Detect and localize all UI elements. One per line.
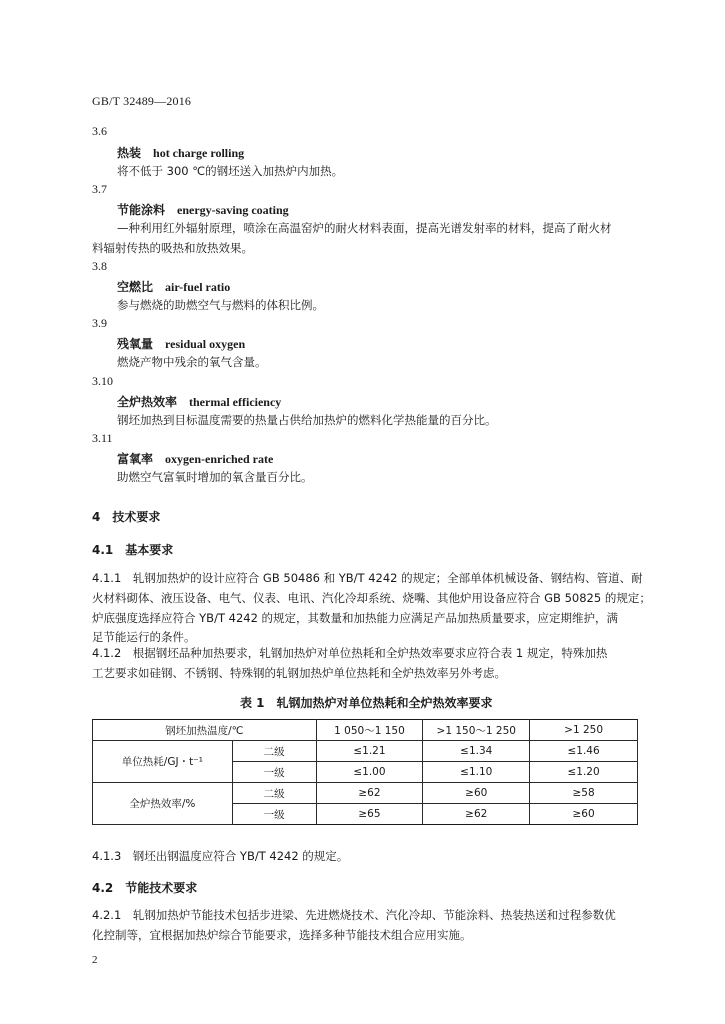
- paragraph-line: 4.1.2 根据钢坯品种加热要求，轧钢加热炉对单位热耗和全炉热效率要求应符合表 1 规定，特殊加热: [92, 646, 608, 660]
- term-definition: 将不低于 300 ℃的钢坯送入加热炉内加热。: [117, 164, 344, 178]
- table-header-cell: 1 050～1 150: [316, 720, 423, 741]
- term-title: [117, 335, 245, 352]
- table-header-cell: 钢坯加热温度/℃: [93, 720, 317, 741]
- table-caption: 表 1 轧钢加热炉对单位热耗和全炉热效率要求: [240, 696, 493, 710]
- standard-code-header: GB/T 32489—2016: [92, 94, 192, 108]
- term-title: [117, 278, 230, 295]
- term-definition: —种利用红外辐射原理，喷涂在高温窑炉的耐火材料表面，提高光谱发射率的材料，提高了耐火材: [117, 221, 612, 235]
- table-level-cell: 二级: [232, 783, 316, 804]
- term-number: 3.10: [92, 374, 113, 388]
- term-definition: 参与燃烧的助燃空气与燃料的体积比例。: [117, 298, 324, 312]
- table-header-cell: >1 250: [530, 720, 638, 741]
- table-header-cell: >1 150～1 250: [423, 720, 530, 741]
- term-en: oxygen-enriched rate: [165, 452, 274, 466]
- term-definition: 助燃空气富氧时增加的氧含量百分比。: [117, 470, 313, 484]
- section-heading: 4 技术要求: [92, 510, 161, 524]
- table-cell: ≤1.21: [316, 741, 423, 762]
- term-en: energy-saving coating: [177, 203, 289, 217]
- table-cell: ≥58: [530, 783, 638, 804]
- table-row: [93, 783, 638, 804]
- term-title: [117, 450, 273, 467]
- term-number: 3.6: [92, 124, 107, 138]
- table-level-cell: 二级: [232, 741, 316, 762]
- term-definition: 料辐射传热的吸热和放热效果。: [92, 241, 253, 255]
- term-en: thermal efficiency: [189, 395, 282, 409]
- table-level-cell: 一级: [232, 804, 316, 825]
- table-header-row: [93, 720, 638, 741]
- page-number: 2: [92, 954, 98, 966]
- term-number: 3.9: [92, 316, 107, 330]
- term-zh: 全炉热效率: [117, 395, 178, 409]
- term-definition: 钢坯加热到目标温度需要的热量占供给加热炉的燃料化学热能量的百分比。: [117, 413, 497, 427]
- table-cell: ≥62: [423, 804, 530, 825]
- term-title: [117, 201, 289, 218]
- term-title: [117, 144, 244, 161]
- table-cell: ≤1.10: [423, 762, 530, 783]
- paragraph-line: 火材料砌体、液压设备、电气、仪表、电讯、汽化冷却系统、烧嘴、其他炉用设备应符合 GB 50825 的规定；: [92, 591, 651, 605]
- term-zh: 热装: [117, 146, 142, 160]
- term-number: 3.8: [92, 259, 107, 273]
- term-number: 3.11: [92, 431, 113, 445]
- paragraph-line: 4.2.1 轧钢加热炉节能技术包括步进梁、先进燃烧技术、汽化冷却、节能涂料、热装热送和过程参数优: [92, 908, 616, 922]
- table-1: [92, 719, 638, 825]
- table-cell: ≤1.20: [530, 762, 638, 783]
- subsection-heading: 4.1 基本要求: [92, 543, 174, 557]
- paragraph-line: 4.1.1 轧钢加热炉的设计应符合 GB 50486 和 YB/T 4242 的规定；全部单体机械设备、钢结构、管道、耐: [92, 571, 643, 585]
- paragraph-line: 4.1.3 钢坯出钢温度应符合 YB/T 4242 的规定。: [92, 849, 349, 863]
- term-zh: 空燃比: [117, 280, 154, 294]
- table-cell: ≥65: [316, 804, 423, 825]
- table-level-cell: 一级: [232, 762, 316, 783]
- paragraph-line: 化控制等，宜根据加热炉综合节能要求，选择多种节能技术组合应用实施。: [92, 928, 472, 942]
- term-en: hot charge rolling: [153, 146, 245, 160]
- table-cell: ≤1.46: [530, 741, 638, 762]
- term-definition: 燃烧产物中残余的氧气含量。: [117, 355, 267, 369]
- term-title: [117, 393, 281, 410]
- table-row: [93, 741, 638, 762]
- term-en: residual oxygen: [165, 337, 246, 351]
- term-number: 3.7: [92, 182, 107, 196]
- subsection-heading: 4.2 节能技术要求: [92, 881, 198, 895]
- term-zh: 残氧量: [117, 337, 154, 351]
- term-zh: 富氧率: [117, 452, 154, 466]
- table-cell: ≤1.34: [423, 741, 530, 762]
- table-cell: ≥62: [316, 783, 423, 804]
- term-en: air-fuel ratio: [165, 280, 231, 294]
- paragraph-line: 炉底强度选择应符合 YB/T 4242 的规定，其数量和加热能力应满足产品加热质量要求，应定期维护，满: [92, 611, 619, 625]
- paragraph-line: 足节能运行的条件。: [92, 630, 196, 644]
- table-cell: ≥60: [530, 804, 638, 825]
- paragraph-line: 工艺要求如硅钢、不锈钢、特殊钢的轧钢加热炉单位热耗和全炉热效率另外考虑。: [92, 666, 506, 680]
- table-group-label: 全炉热效率/%: [93, 783, 233, 825]
- table-cell: ≥60: [423, 783, 530, 804]
- table-group-label: 单位热耗/GJ・t⁻¹: [93, 741, 233, 783]
- term-zh: 节能涂料: [117, 203, 166, 217]
- table-cell: ≤1.00: [316, 762, 423, 783]
